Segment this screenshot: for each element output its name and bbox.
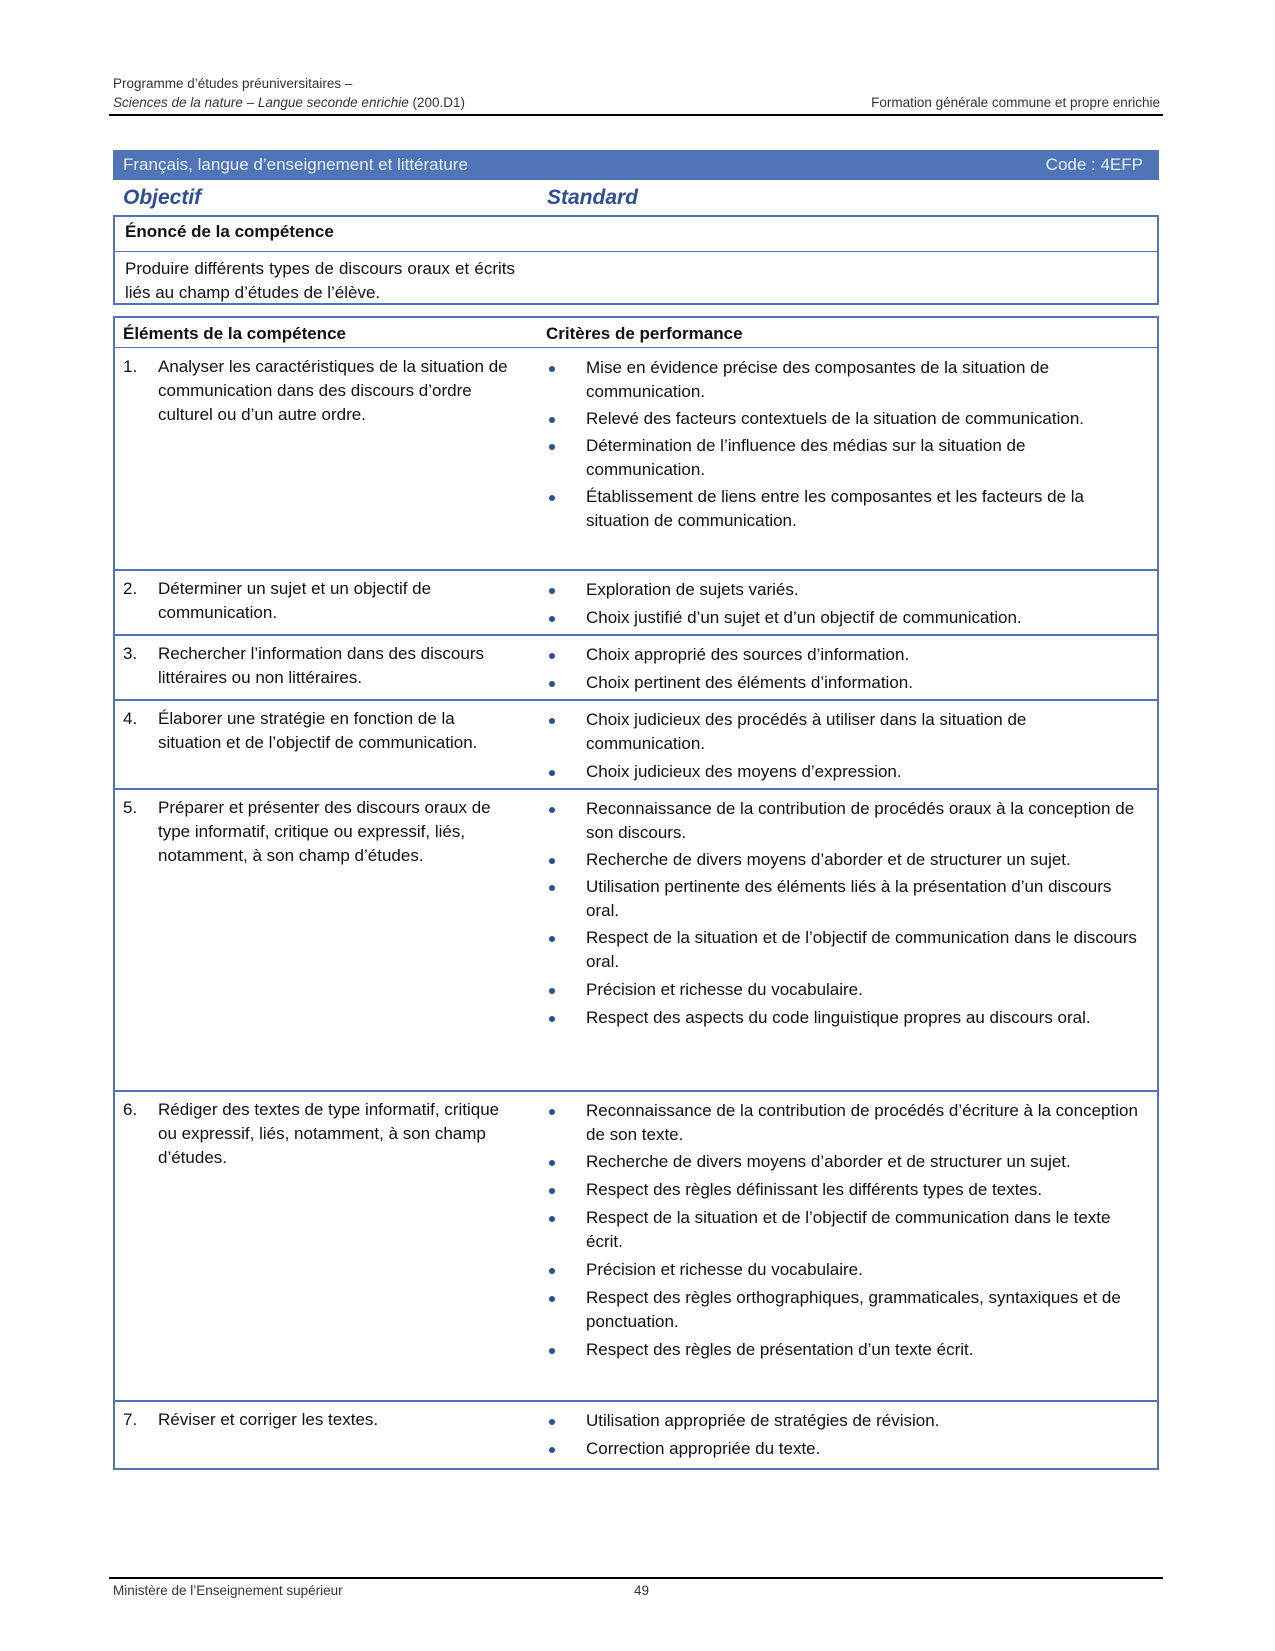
criterion-text: Utilisation appropriée de stratégies de révision. bbox=[586, 1411, 940, 1430]
header-formation: Formation générale commune et propre enrichie bbox=[871, 95, 1160, 110]
bullet-icon bbox=[549, 1216, 555, 1222]
competence-statement-box bbox=[113, 215, 1159, 305]
bullet-icon bbox=[549, 885, 555, 891]
criterion-text: Respect des aspects du code linguistique propres au discours oral. bbox=[586, 1008, 1091, 1027]
bullet-icon bbox=[549, 616, 555, 622]
criteria-list bbox=[549, 643, 1149, 695]
element-number: 6. bbox=[123, 1100, 138, 1119]
criterion-text: Choix judicieux des procédés à utiliser dans la situation de communication. bbox=[586, 710, 1027, 753]
bullet-icon bbox=[549, 988, 555, 994]
bullet-icon bbox=[549, 495, 555, 501]
bullet-icon bbox=[549, 770, 555, 776]
criterion-item bbox=[549, 1338, 1149, 1362]
bullet-icon bbox=[549, 1348, 555, 1354]
table-row bbox=[115, 1092, 1157, 1400]
bullet-icon bbox=[549, 858, 555, 864]
header-program: Programme d’études préuniversitaires – bbox=[113, 76, 353, 91]
criterion-text: Détermination de l’influence des médias sur la situation de communication. bbox=[586, 436, 1026, 479]
criterion-text: Exploration de sujets variés. bbox=[586, 580, 799, 599]
criterion-item bbox=[549, 708, 1149, 756]
criterion-text: Choix judicieux des moyens d’expression. bbox=[586, 762, 902, 781]
course-code: Code : 4EFP bbox=[1045, 155, 1143, 174]
criterion-text: Respect des règles de présentation d’un texte écrit. bbox=[586, 1340, 974, 1359]
table-row bbox=[115, 701, 1157, 788]
bullet-icon bbox=[549, 1109, 555, 1115]
criterion-text: Précision et richesse du vocabulaire. bbox=[586, 980, 863, 999]
bullet-icon bbox=[549, 417, 555, 423]
competence-statement-title: Énoncé de la compétence bbox=[125, 222, 334, 241]
table-row bbox=[115, 348, 1157, 569]
competence-table bbox=[113, 316, 1159, 1470]
bullet-icon bbox=[549, 1268, 555, 1274]
criteria-list bbox=[549, 1099, 1149, 1362]
table-row bbox=[115, 571, 1157, 634]
criterion-item bbox=[549, 643, 1149, 667]
criteria-list bbox=[549, 578, 1149, 630]
criterion-item bbox=[549, 1150, 1149, 1174]
element-text: Réviser et corriger les textes. bbox=[158, 1410, 379, 1429]
criterion-text: Correction appropriée du texte. bbox=[586, 1439, 821, 1458]
competence-statement-text: Produire différents types de discours oraux et écrits liés au champ d’études de l’élève. bbox=[125, 259, 515, 302]
criterion-item bbox=[549, 875, 1149, 923]
criterion-item bbox=[549, 1099, 1149, 1147]
criterion-item bbox=[549, 356, 1149, 404]
bullet-icon bbox=[549, 1160, 555, 1166]
criteria-list bbox=[549, 797, 1149, 1030]
column-header-elements: Éléments de la compétence bbox=[123, 324, 346, 343]
bullet-icon bbox=[549, 681, 555, 687]
criterion-text: Choix pertinent des éléments d’information. bbox=[586, 673, 913, 692]
criteria-list bbox=[549, 708, 1149, 784]
criterion-item bbox=[549, 485, 1149, 533]
criterion-item bbox=[549, 978, 1149, 1002]
footer-rule bbox=[109, 1577, 1163, 1579]
criterion-text: Respect des règles définissant les différents types de textes. bbox=[586, 1180, 1043, 1199]
bullet-icon bbox=[549, 807, 555, 813]
table-header bbox=[115, 318, 1157, 348]
criterion-item bbox=[549, 760, 1149, 784]
criterion-item bbox=[549, 1258, 1149, 1282]
bullet-icon bbox=[549, 1016, 555, 1022]
criterion-text: Respect de la situation et de l’objectif de communication dans le texte écrit. bbox=[586, 1208, 1111, 1251]
bullet-icon bbox=[549, 1296, 555, 1302]
criterion-item bbox=[549, 671, 1149, 695]
criterion-item bbox=[549, 926, 1149, 974]
criterion-text: Précision et richesse du vocabulaire. bbox=[586, 1260, 863, 1279]
bullet-icon bbox=[549, 936, 555, 942]
header-program-name: Sciences de la nature – Langue seconde enrichie bbox=[113, 95, 409, 110]
bullet-icon bbox=[549, 718, 555, 724]
criteria-list bbox=[549, 356, 1149, 533]
bullet-icon bbox=[549, 1419, 555, 1425]
element-text: Déterminer un sujet et un objectif de communication. bbox=[158, 579, 432, 622]
bullet-icon bbox=[549, 653, 555, 659]
criterion-text: Reconnaissance de la contribution de procédés d’écriture à la conception de son texte. bbox=[586, 1101, 1138, 1144]
criteria-list bbox=[549, 1409, 1149, 1461]
table-row bbox=[115, 1402, 1157, 1468]
element-number: 1. bbox=[123, 357, 138, 376]
page-number: 49 bbox=[634, 1583, 650, 1598]
criterion-item bbox=[549, 1409, 1149, 1433]
criterion-text: Reconnaissance de la contribution de procédés oraux à la conception de son discours. bbox=[586, 799, 1135, 842]
criterion-text: Respect de la situation et de l’objectif de communication dans le discours oral. bbox=[586, 928, 1137, 971]
element-number: 5. bbox=[123, 798, 138, 817]
element-number: 4. bbox=[123, 709, 138, 728]
element-text: Préparer et présenter des discours oraux de type informatif, critique ou expressif, liés, notamment, à son champ d’études. bbox=[158, 798, 491, 865]
table-row bbox=[115, 636, 1157, 699]
criterion-item bbox=[549, 606, 1149, 630]
objectif-label: Objectif bbox=[123, 186, 202, 209]
criterion-text: Respect des règles orthographiques, grammaticales, syntaxiques et de ponctuation. bbox=[586, 1288, 1121, 1331]
criterion-text: Relevé des facteurs contextuels de la situation de communication. bbox=[586, 409, 1084, 428]
criterion-item bbox=[549, 1286, 1149, 1334]
bullet-icon bbox=[549, 1447, 555, 1453]
criterion-text: Recherche de divers moyens d’aborder et de structurer un sujet. bbox=[586, 850, 1071, 869]
table-row bbox=[115, 790, 1157, 1090]
criterion-item bbox=[549, 1437, 1149, 1461]
element-text: Élaborer une stratégie en fonction de la situation et de l’objectif de communication. bbox=[158, 709, 478, 752]
column-header-criteria: Critères de performance bbox=[546, 324, 743, 343]
course-title: Français, langue d’enseignement et littérature bbox=[123, 155, 468, 174]
header-program-code: (200.D1) bbox=[408, 95, 465, 110]
course-title-band bbox=[113, 150, 1159, 180]
bullet-icon bbox=[549, 1188, 555, 1194]
criterion-item bbox=[549, 797, 1149, 845]
bullet-icon bbox=[549, 588, 555, 594]
criterion-item bbox=[549, 1006, 1149, 1030]
header-rule bbox=[109, 114, 1163, 116]
criterion-item bbox=[549, 848, 1149, 872]
criterion-item bbox=[549, 578, 1149, 602]
criterion-text: Choix approprié des sources d’information. bbox=[586, 645, 910, 664]
criterion-text: Mise en évidence précise des composantes de la situation de communication. bbox=[586, 358, 1050, 401]
criterion-item bbox=[549, 1178, 1149, 1202]
header-program-detail bbox=[113, 95, 465, 110]
standard-label: Standard bbox=[547, 186, 639, 209]
criterion-text: Choix justifié d’un sujet et d’un objectif de communication. bbox=[586, 608, 1022, 627]
criterion-item bbox=[549, 407, 1149, 431]
element-text: Rechercher l’information dans des discours littéraires ou non littéraires. bbox=[158, 644, 484, 687]
element-number: 7. bbox=[123, 1410, 138, 1429]
element-text: Rédiger des textes de type informatif, critique ou expressif, liés, notamment, à son champ d’études. bbox=[158, 1100, 500, 1167]
bullet-icon bbox=[549, 444, 555, 450]
criterion-text: Établissement de liens entre les composantes et les facteurs de la situation de communication. bbox=[586, 487, 1084, 530]
element-number: 2. bbox=[123, 579, 138, 598]
criterion-text: Recherche de divers moyens d’aborder et de structurer un sujet. bbox=[586, 1152, 1071, 1171]
criterion-item bbox=[549, 1206, 1149, 1254]
divider bbox=[115, 251, 1157, 252]
element-number: 3. bbox=[123, 644, 138, 663]
footer-ministry: Ministère de l’Enseignement supérieur bbox=[113, 1583, 343, 1598]
element-text: Analyser les caractéristiques de la situation de communication dans des discours d’ordre culturel ou d’un autre ordre. bbox=[158, 357, 508, 424]
criterion-item bbox=[549, 434, 1149, 482]
bullet-icon bbox=[549, 366, 555, 372]
criterion-text: Utilisation pertinente des éléments liés à la présentation d’un discours oral. bbox=[586, 877, 1112, 920]
